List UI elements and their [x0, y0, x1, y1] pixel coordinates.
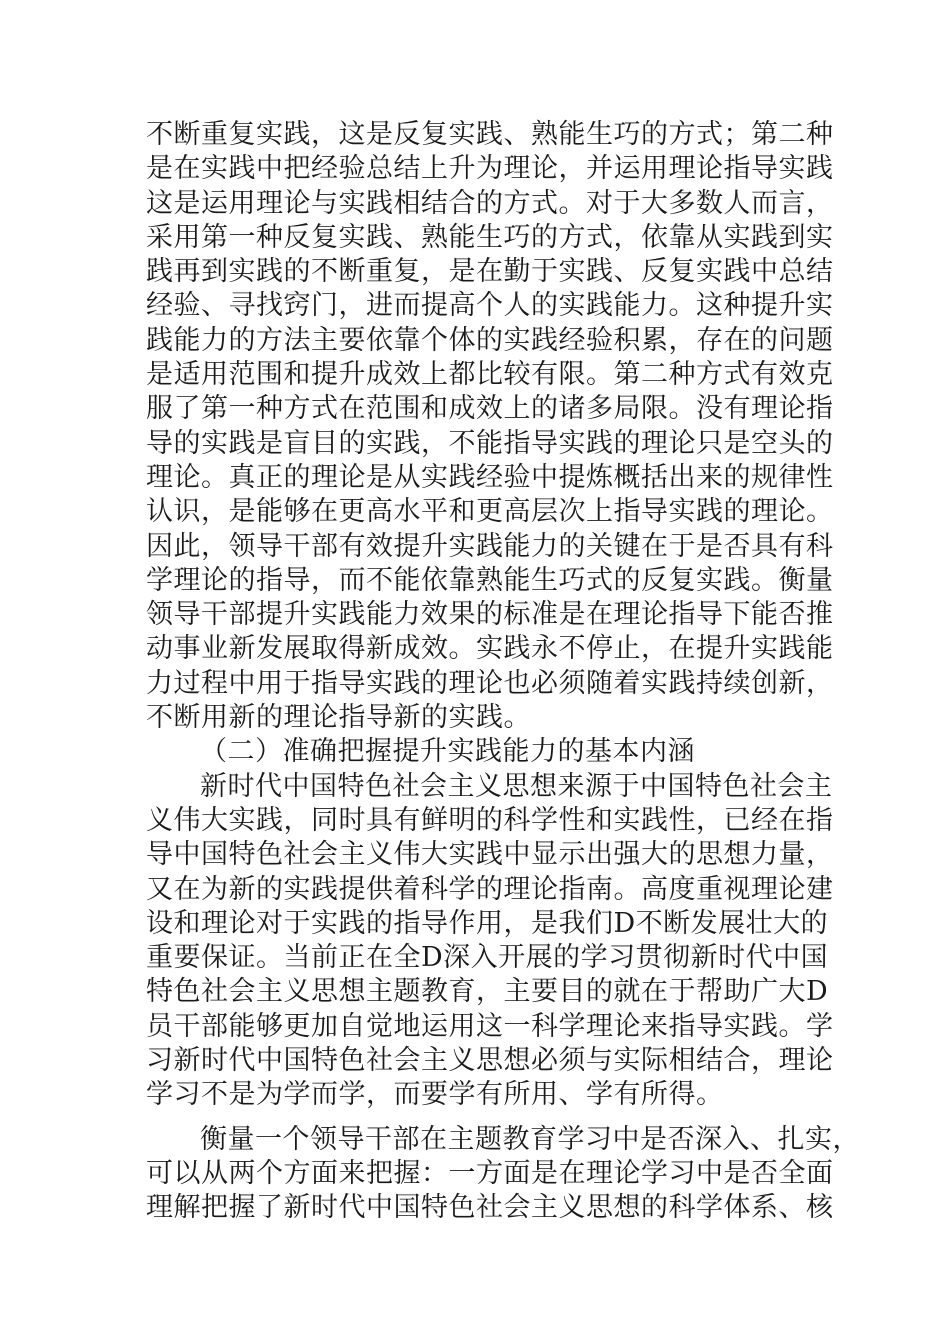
text-line: 采用第一种反复实践、熟能生巧的方式，依靠从实践到实 [146, 221, 834, 253]
paragraph-spacer [146, 1113, 811, 1123]
text-line: 设和理论对于实践的指导作用，是我们D不断发展壮大的 [146, 907, 829, 939]
text-line: 义伟大实践，同时具有鲜明的科学性和实践性，已经在指 [146, 804, 834, 836]
text-line: 又在为新的实践提供着科学的理论指南。高度重视理论建 [146, 873, 834, 905]
text-line: 动事业新发展取得新成效。实践永不停止，在提升实践能 [146, 633, 834, 665]
paragraph-1 [146, 118, 834, 735]
text-line: 服了第一种方式在范围和成效上的诸多局限。没有理论指 [146, 393, 834, 425]
text-line: 践再到实践的不断重复，是在勤于实践、反复实践中总结 [146, 256, 834, 288]
section-heading: （二）准确把握提升实践能力的基本内涵 [200, 736, 695, 768]
text-line: 特色社会主义思想主题教育，主要目的就在于帮助广大D [146, 976, 829, 1008]
text-line: 理论。真正的理论是从实践经验中提炼概括出来的规律性 [146, 461, 834, 493]
text-line: 是适用范围和提升成效上都比较有限。第二种方式有效克 [146, 359, 834, 391]
paragraph-3 [146, 1123, 860, 1226]
text-line: 学习不是为学而学，而要学有所用、学有所得。 [146, 1079, 724, 1111]
text-line: 不断重复实践，这是反复实践、熟能生巧的方式；第二种 [146, 119, 834, 150]
text-line: 因此，领导干部有效提升实践能力的关键在于是否具有科 [146, 530, 834, 562]
text-line: 践能力的方法主要依靠个体的实践经验积累，存在的问题 [146, 324, 834, 356]
text-line: 习新时代中国特色社会主义思想必须与实际相结合，理论 [146, 1045, 834, 1077]
text-line: 不断用新的理论指导新的实践。 [146, 702, 531, 734]
text-line: 认识，是能够在更高水平和更高层次上指导实践的理论。 [146, 496, 834, 528]
text-line: 重要保证。当前正在全D深入开展的学习贯彻新时代中国 [146, 942, 829, 974]
paragraph-2 [146, 770, 834, 1113]
text-line: 领导干部提升实践能力效果的标准是在理论指导下能否推 [146, 599, 834, 631]
text-line: 理解把握了新时代中国特色社会主义思想的科学体系、核 [146, 1192, 834, 1224]
text-line: 这是运用理论与实践相结合的方式。对于大多数人而言， [146, 187, 834, 219]
document-body [146, 118, 860, 1226]
text-line: 学理论的指导，而不能依靠熟能生巧式的反复实践。衡量 [146, 564, 834, 596]
text-line: 衡量一个领导干部在主题教育学习中是否深入、扎实， [200, 1123, 860, 1155]
text-line: 是在实践中把经验总结上升为理论，并运用理论指导实践 [146, 153, 834, 185]
text-line: 新时代中国特色社会主义思想来源于中国特色社会主 [200, 770, 833, 802]
text-line: 可以从两个方面来把握：一方面是在理论学习中是否全面 [146, 1157, 834, 1189]
text-line: 员干部能够更加自觉地运用这一科学理论来指导实践。学 [146, 1010, 834, 1042]
text-line: 导的实践是盲目的实践，不能指导实践的理论只是空头的 [146, 427, 834, 459]
text-line: 导中国特色社会主义伟大实践中显示出强大的思想力量， [146, 839, 834, 871]
text-line: 力过程中用于指导实践的理论也必须随着实践持续创新， [146, 667, 834, 699]
text-line: 经验、寻找窍门，进而提高个人的实践能力。这种提升实 [146, 290, 834, 322]
